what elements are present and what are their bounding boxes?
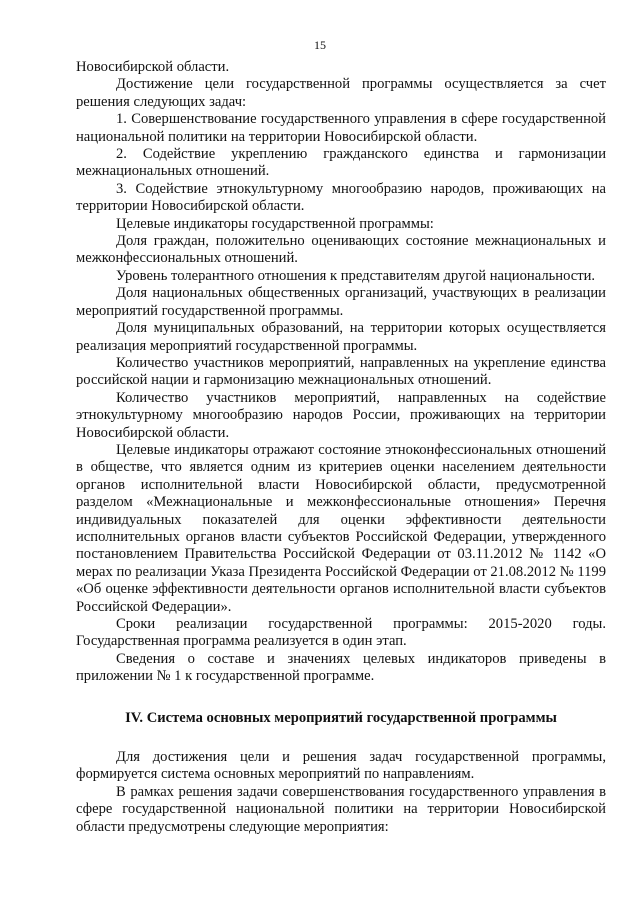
paragraph: Доля граждан, положительно оценивающих состояние межнациональных и межконфессиональных отношений. — [76, 233, 606, 267]
paragraph: 1. Совершенствование государственного управления в сфере государственной национальной политики на территории Новосибирской области. — [76, 111, 606, 145]
paragraph: Сроки реализации государственной программы: 2015-2020 годы. Государственная программа реализуется в один этап. — [76, 616, 606, 650]
paragraphs-before-heading — [76, 59, 606, 686]
paragraph: В рамках решения задачи совершенствования государственного управления в сфере государственной национальной политики на территории Новосибирской области предусмотрены следующие мероприятия: — [76, 783, 606, 835]
paragraph: Целевые индикаторы государственной программы: — [116, 215, 434, 232]
paragraph: Достижение цели государственной программы осуществляется за счет решения следующих задач: — [76, 76, 606, 110]
paragraph: Новосибирской области. — [76, 59, 230, 75]
paragraph: Для достижения цели и решения задач государственной программы, формируется система основных мероприятий по направлениям. — [76, 749, 606, 783]
paragraph: Количество участников мероприятий, направленных на содействие этнокультурному многообразию народов России, проживающих на территории Новосибирской области. — [76, 389, 606, 441]
paragraph: 2. Содействие укреплению гражданского единства и гармонизации межнациональных отношений. — [76, 146, 606, 180]
paragraph: Количество участников мероприятий, направленных на укрепление единства российской нации и гармонизацию межнациональных отношений. — [76, 354, 606, 389]
paragraph: Доля национальных общественных организаций, участвующих в реализации мероприятий государственной программы. — [76, 285, 606, 319]
paragraph: 3. Содействие этнокультурному многообразию народов, проживающих на территории Новосибирской области. — [76, 180, 606, 215]
page-number: 15 — [314, 38, 326, 52]
paragraphs-after-heading — [76, 749, 606, 836]
paragraph: Уровень толерантного отношения к представителям другой национальности. — [116, 267, 596, 284]
paragraph: Целевые индикаторы отражают состояние этноконфессиональных отношений в обществе, что является одним из критериев оценки населением деятельности органов исполнительной власти Новосибирской области, предусмотренной разделом «Межнациональные и межконфессиональные отношения» Перечня индивидуальных показателей для оценки эффективности деятельности исполнительных органов власти субъектов Российской Федерации, утвержденного постановлением Правительства Российской Федерации от 03.11.2012 № 1142 «О мерах по реализации Указа Президента Российской Федерации от 21.08.2012 № 1199 «Об оценке эффективности деятельности органов исполнительной власти субъектов Российской Федерации». — [76, 441, 606, 615]
paragraph: Доля муниципальных образований, на территории которых осуществляется реализация мероприятий государственной программы. — [76, 320, 606, 354]
document-body — [76, 59, 606, 836]
section-heading: IV. Система основных мероприятий государственной программы — [125, 709, 557, 726]
paragraph: Сведения о составе и значениях целевых индикаторов приведены в приложении № 1 к государственной программе. — [76, 650, 606, 685]
